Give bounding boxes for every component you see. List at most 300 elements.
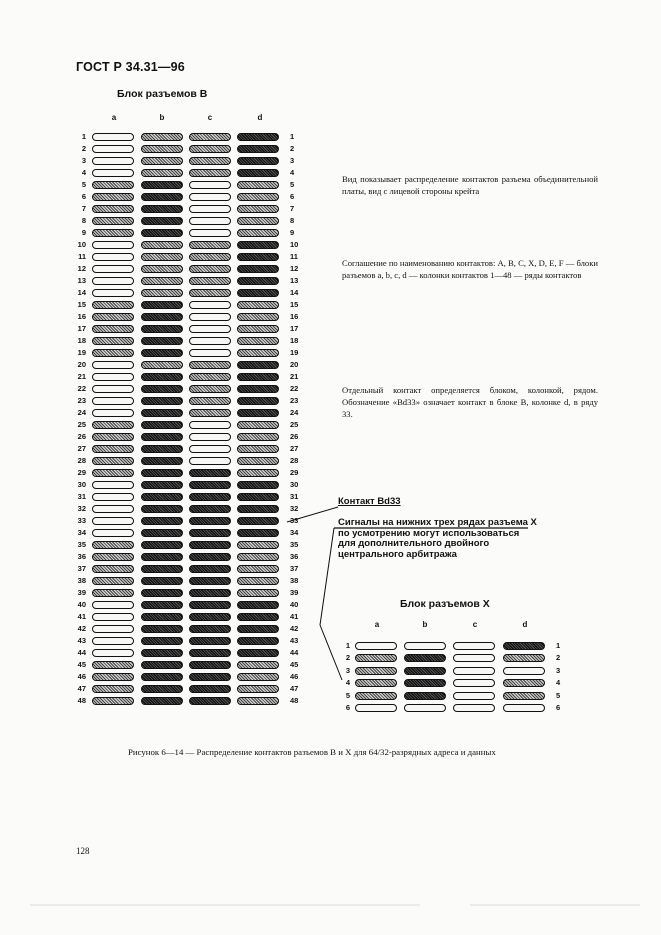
connector-pin: [404, 704, 446, 712]
connector-pin: [92, 577, 134, 585]
row-number: 29: [290, 467, 299, 477]
row-number: 4: [81, 167, 86, 177]
connector-pin: [141, 553, 183, 561]
row-number: 14: [290, 287, 299, 297]
row-number: 22: [77, 383, 86, 393]
connector-pin: [141, 445, 183, 453]
connector-pin: [141, 625, 183, 633]
row-number: 3: [345, 665, 350, 675]
connector-pin: [189, 649, 231, 657]
connector-pin: [141, 361, 183, 369]
connector-pin: [237, 601, 279, 609]
connector-pin: [92, 541, 134, 549]
connector-pin: [92, 277, 134, 285]
row-number: 36: [77, 551, 86, 561]
connector-x-col-b: b: [422, 620, 428, 629]
connector-pin: [141, 301, 183, 309]
connector-pin: [189, 397, 231, 405]
connector-pin: [189, 553, 231, 561]
connector-pin: [404, 642, 446, 650]
connector-pin: [237, 517, 279, 525]
row-number: 40: [77, 599, 86, 609]
connector-pin: [141, 517, 183, 525]
connector-pin: [92, 337, 134, 345]
connector-pin: [189, 505, 231, 513]
connector-pin: [92, 505, 134, 513]
row-number: 23: [77, 395, 86, 405]
row-number: 42: [290, 623, 299, 633]
connector-pin: [355, 642, 397, 650]
note-naming: Соглашение по наименованию контактов: A, B, C, X, D, E, F — блоки разъемов a, b, c, d — колонки контактов 1—48 — ряды контактов: [342, 258, 598, 281]
connector-pin: [92, 469, 134, 477]
connector-pin: [355, 654, 397, 662]
connector-pin: [189, 469, 231, 477]
connector-pin: [237, 469, 279, 477]
connector-pin: [237, 325, 279, 333]
connector-pin: [237, 361, 279, 369]
connector-pin: [92, 661, 134, 669]
row-number: 41: [77, 611, 86, 621]
connector-pin: [237, 313, 279, 321]
connector-pin: [92, 613, 134, 621]
connector-pin: [503, 642, 545, 650]
connector-pin: [189, 493, 231, 501]
connector-pin: [92, 409, 134, 417]
connector-pin: [92, 589, 134, 597]
connector-pin: [237, 265, 279, 273]
row-number: 3: [290, 155, 295, 165]
connector-pin: [189, 217, 231, 225]
row-number: 30: [77, 479, 86, 489]
row-number: 25: [77, 419, 86, 429]
row-number: 24: [290, 407, 299, 417]
connector-pin: [189, 145, 231, 153]
connector-pin: [355, 667, 397, 675]
connector-pin: [189, 625, 231, 633]
row-number: 3: [81, 155, 86, 165]
row-number: 41: [290, 611, 299, 621]
connector-pin: [404, 667, 446, 675]
connector-pin: [237, 565, 279, 573]
connector-pin: [141, 457, 183, 465]
row-number: 19: [290, 347, 299, 357]
connector-pin: [189, 613, 231, 621]
row-number: 33: [290, 515, 299, 525]
row-number: 8: [81, 215, 86, 225]
row-number: 2: [556, 653, 561, 663]
row-number: 31: [290, 491, 299, 501]
row-number: 14: [77, 287, 86, 297]
row-number: 43: [290, 635, 299, 645]
connector-pin: [189, 589, 231, 597]
row-number: 21: [77, 371, 86, 381]
connector-pin: [237, 553, 279, 561]
connector-pin: [237, 169, 279, 177]
connector-pin: [503, 654, 545, 662]
row-number: 4: [556, 678, 561, 688]
connector-pin: [189, 661, 231, 669]
connector-pin: [141, 661, 183, 669]
row-number: 13: [290, 275, 299, 285]
connector-pin: [404, 654, 446, 662]
row-number: 10: [77, 239, 86, 249]
connector-pin: [92, 229, 134, 237]
connector-pin: [141, 205, 183, 213]
row-number: 5: [345, 690, 350, 700]
connector-pin: [237, 289, 279, 297]
connector-pin: [189, 169, 231, 177]
row-number: 2: [345, 653, 350, 663]
row-number: 39: [77, 587, 86, 597]
connector-pin: [141, 685, 183, 693]
connector-pin: [189, 265, 231, 273]
connector-pin: [141, 181, 183, 189]
connector-pin: [189, 385, 231, 393]
connector-pin: [92, 217, 134, 225]
connector-pin: [237, 193, 279, 201]
connector-pin: [92, 133, 134, 141]
row-number: 5: [556, 690, 561, 700]
connector-pin: [189, 313, 231, 321]
connector-pin: [189, 157, 231, 165]
connector-pin: [503, 692, 545, 700]
connector-pin: [92, 289, 134, 297]
connector-pin: [141, 385, 183, 393]
connector-pin: [92, 181, 134, 189]
row-number: 8: [290, 215, 295, 225]
connector-pin: [141, 697, 183, 705]
row-number: 12: [290, 263, 299, 273]
row-number: 26: [77, 431, 86, 441]
connector-pin: [92, 325, 134, 333]
connector-pin: [355, 692, 397, 700]
standard-header: ГОСТ Р 34.31—96: [76, 60, 185, 74]
connector-pin: [453, 704, 495, 712]
connector-pin: [92, 169, 134, 177]
row-number: 35: [77, 539, 86, 549]
connector-pin: [141, 601, 183, 609]
connector-pin: [141, 505, 183, 513]
row-number: 47: [290, 683, 299, 693]
row-number: 27: [290, 443, 299, 453]
row-number: 44: [77, 647, 86, 657]
row-number: 20: [290, 359, 299, 369]
connector-pin: [92, 397, 134, 405]
connector-pin: [189, 481, 231, 489]
connector-pin: [189, 325, 231, 333]
row-number: 4: [345, 678, 350, 688]
connector-pin: [92, 253, 134, 261]
connector-pin: [92, 529, 134, 537]
connector-b-col-a: a: [111, 113, 117, 122]
connector-pin: [141, 157, 183, 165]
row-number: 28: [77, 455, 86, 465]
connector-pin: [141, 409, 183, 417]
connector-pin: [237, 241, 279, 249]
row-number: 5: [81, 179, 86, 189]
row-number: 38: [290, 575, 299, 585]
connector-pin: [189, 433, 231, 441]
connector-pin: [237, 409, 279, 417]
row-number: 9: [81, 227, 86, 237]
connector-pin: [189, 457, 231, 465]
connector-pin: [141, 637, 183, 645]
row-number: 32: [290, 503, 299, 513]
connector-pin: [189, 529, 231, 537]
row-number: 30: [290, 479, 299, 489]
row-number: 38: [77, 575, 86, 585]
connector-pin: [503, 679, 545, 687]
row-number: 1: [81, 131, 86, 141]
row-number: 13: [77, 275, 86, 285]
connector-pin: [92, 553, 134, 561]
connector-pin: [141, 313, 183, 321]
connector-pin: [237, 589, 279, 597]
row-number: 42: [77, 623, 86, 633]
connector-pin: [92, 565, 134, 573]
connector-pin: [92, 205, 134, 213]
connector-pin: [237, 301, 279, 309]
connector-pin: [237, 133, 279, 141]
connector-pin: [404, 679, 446, 687]
connector-pin: [453, 654, 495, 662]
connector-pin: [189, 361, 231, 369]
row-number: 20: [77, 359, 86, 369]
row-number: 31: [77, 491, 86, 501]
connector-pin: [92, 685, 134, 693]
connector-pin: [237, 637, 279, 645]
row-number: 45: [290, 659, 299, 669]
connector-pin: [237, 433, 279, 441]
row-number: 26: [290, 431, 299, 441]
row-number: 25: [290, 419, 299, 429]
connector-pin: [237, 349, 279, 357]
connector-pin: [141, 421, 183, 429]
connector-pin: [189, 289, 231, 297]
connector-pin: [189, 517, 231, 525]
connector-pin: [92, 625, 134, 633]
connector-pin: [141, 541, 183, 549]
connector-pin: [237, 661, 279, 669]
row-number: 11: [78, 251, 86, 261]
row-number: 28: [290, 455, 299, 465]
row-number: 46: [290, 671, 299, 681]
connector-pin: [92, 481, 134, 489]
connector-pin: [237, 541, 279, 549]
connector-pin: [189, 337, 231, 345]
connector-pin: [141, 145, 183, 153]
connector-pin: [503, 667, 545, 675]
connector-pin: [141, 277, 183, 285]
connector-pin: [92, 637, 134, 645]
connector-pin: [141, 193, 183, 201]
row-number: 37: [290, 563, 299, 573]
connector-pin: [141, 481, 183, 489]
row-number: 32: [77, 503, 86, 513]
connector-pin: [355, 704, 397, 712]
row-number: 39: [290, 587, 299, 597]
row-number: 9: [290, 227, 295, 237]
connector-b-col-b: b: [159, 113, 165, 122]
connector-pin: [189, 181, 231, 189]
connector-pin: [404, 692, 446, 700]
connector-pin: [237, 217, 279, 225]
connector-pin: [141, 217, 183, 225]
row-number: 15: [290, 299, 299, 309]
row-number: 16: [290, 311, 299, 321]
row-number: 43: [77, 635, 86, 645]
connector-pin: [92, 241, 134, 249]
row-number: 40: [290, 599, 299, 609]
row-number: 17: [290, 323, 299, 333]
connector-pin: [92, 373, 134, 381]
connector-pin: [92, 265, 134, 273]
connector-pin: [92, 517, 134, 525]
connector-pin: [92, 649, 134, 657]
page-number: 128: [76, 846, 90, 856]
row-number: 1: [556, 641, 561, 650]
connector-pin: [92, 601, 134, 609]
connector-pin: [189, 253, 231, 261]
connector-pin: [141, 613, 183, 621]
connector-pin: [189, 373, 231, 381]
connector-pin: [141, 325, 183, 333]
connector-pin: [141, 229, 183, 237]
connector-pin: [141, 577, 183, 585]
connector-pin: [141, 241, 183, 249]
connector-pin: [189, 409, 231, 417]
connector-pin: [237, 373, 279, 381]
connector-pin: [189, 205, 231, 213]
connector-pin: [503, 704, 545, 712]
connector-pin: [453, 679, 495, 687]
connector-pin: [237, 397, 279, 405]
connector-pin: [189, 277, 231, 285]
connector-pin: [92, 697, 134, 705]
row-number: 18: [77, 335, 86, 345]
connector-pin: [189, 349, 231, 357]
connector-pin: [141, 289, 183, 297]
connector-pin: [453, 667, 495, 675]
connector-pin: [92, 301, 134, 309]
row-number: 36: [290, 551, 299, 561]
connector-pin: [189, 193, 231, 201]
row-number: 22: [290, 383, 299, 393]
row-number: 44: [290, 647, 299, 657]
connector-pin: [189, 301, 231, 309]
connector-pin: [189, 577, 231, 585]
annotation-contact-bd33: Контакт Bd33: [338, 496, 401, 507]
connector-pin: [237, 493, 279, 501]
connector-pin: [141, 397, 183, 405]
row-number: 1: [290, 131, 295, 141]
connector-pin: [189, 133, 231, 141]
connector-pin: [237, 625, 279, 633]
row-number: 29: [77, 467, 86, 477]
row-number: 48: [77, 695, 86, 705]
connector-pin: [92, 493, 134, 501]
connector-pin: [237, 181, 279, 189]
row-number: 7: [290, 203, 295, 213]
connector-pin: [141, 253, 183, 261]
connector-pin: [141, 589, 183, 597]
connector-pin: [237, 145, 279, 153]
row-number: 17: [77, 323, 86, 333]
row-number: 48: [290, 695, 299, 705]
connector-pin: [92, 193, 134, 201]
connector-pin: [237, 385, 279, 393]
connector-pin: [141, 373, 183, 381]
connector-x-col-d: d: [522, 620, 528, 629]
figure-caption: Рисунок 6—14 — Распределение контактов разъемов B и X для 64/32-разрядных адреса и данных: [128, 747, 496, 757]
connector-pin: [189, 601, 231, 609]
connector-pin: [189, 445, 231, 453]
row-number: 24: [77, 407, 86, 417]
connector-pin: [92, 421, 134, 429]
connector-pin: [92, 313, 134, 321]
connector-pin: [141, 565, 183, 573]
row-number: 2: [81, 143, 86, 153]
connector-pin: [237, 673, 279, 681]
connector-pin: [237, 229, 279, 237]
row-number: 21: [290, 371, 299, 381]
row-number: 12: [77, 263, 86, 273]
connector-pin: [237, 481, 279, 489]
row-number: 7: [81, 203, 86, 213]
connector-pin: [141, 493, 183, 501]
connector-pin: [141, 349, 183, 357]
row-number: 5: [290, 179, 295, 189]
connector-pin: [237, 337, 279, 345]
connector-pin: [141, 529, 183, 537]
note-view: Вид показывает распределение контактов разъема объединительной платы, вид с лицевой стороны крейта: [342, 174, 598, 197]
row-number: 33: [77, 515, 86, 525]
connector-pin: [189, 241, 231, 249]
connector-pin: [92, 361, 134, 369]
annotation-signals: Сигналы на нижних трех рядах разъема X по усмотрению могут использоваться для дополнительного двойного центрального арбитража: [338, 517, 537, 560]
connector-pin: [237, 445, 279, 453]
row-number: 35: [290, 539, 299, 549]
row-number: 6: [290, 191, 295, 201]
row-number: 2: [290, 143, 295, 153]
connector-x-col-a: a: [374, 620, 380, 629]
row-number: 47: [77, 683, 86, 693]
row-number: 6: [81, 191, 86, 201]
row-number: 6: [345, 703, 350, 712]
connector-pin: [237, 277, 279, 285]
connector-pin: [141, 133, 183, 141]
connector-b-col-c: c: [207, 113, 213, 122]
connector-pin: [92, 349, 134, 357]
row-number: 27: [77, 443, 86, 453]
connector-pin: [189, 673, 231, 681]
connector-pin: [189, 541, 231, 549]
connector-pin: [355, 679, 397, 687]
connector-pin: [92, 433, 134, 441]
row-number: 19: [77, 347, 86, 357]
connector-pin: [237, 577, 279, 585]
row-number: 37: [77, 563, 86, 573]
connector-pin: [453, 692, 495, 700]
row-number: 23: [290, 395, 299, 405]
connector-pin: [237, 205, 279, 213]
connector-pin: [141, 433, 183, 441]
note-example: Отдельный контакт определяется блоком, колонкой, рядом. Обозначение «Bd33» означает контакт в блоке B, колонке d, в ряду 33.: [342, 385, 598, 420]
connector-pin: [237, 157, 279, 165]
connector-pin: [189, 421, 231, 429]
connector-pin: [141, 337, 183, 345]
connector-pin: [141, 469, 183, 477]
